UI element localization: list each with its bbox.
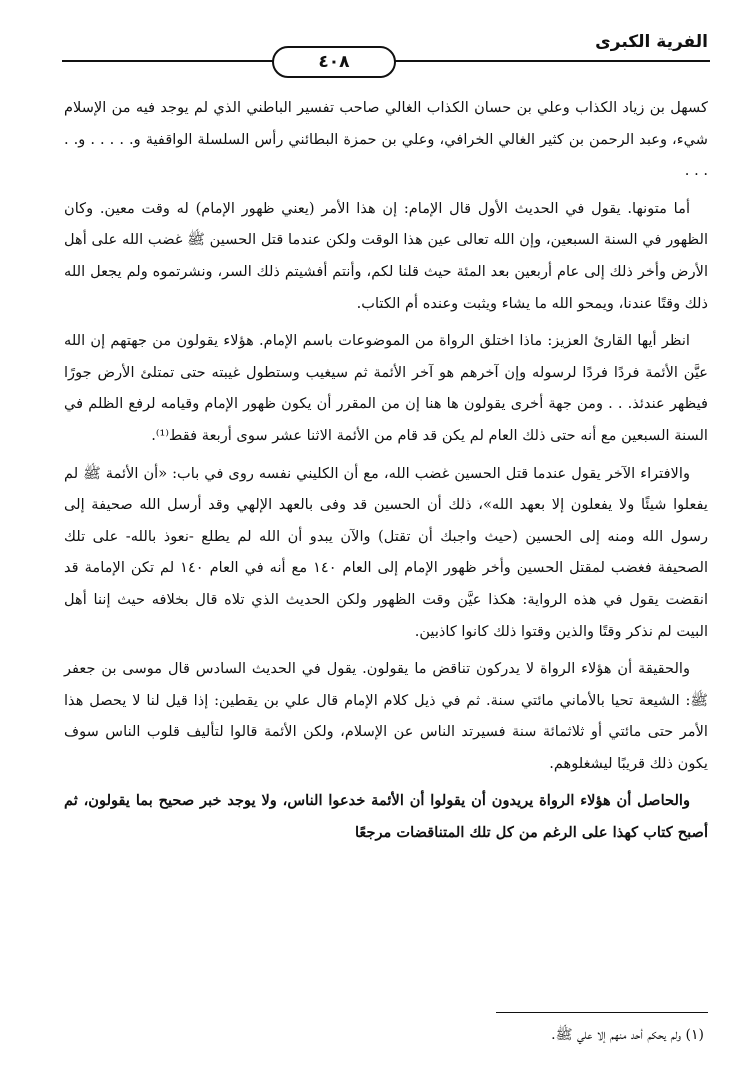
body-text: [64, 92, 708, 855]
paragraph: والحقيقة أن هؤلاء الرواة لا يدركون تناقض ما يقولون. يقول في الحديث السادس قال موسى بن جعفر ﷺ: الشيعة تحيا بالأماني مائتي سنة. ثم في ذيل كلام الإمام قال علي بن يقطين: إذا قيل لنا لا يحصل هذا الأمر حتى مائتي أو ثلاثمائة سنة فسيرتد الناس عن الإسلام، ولكن الأئمة قالوا لتأليف قلوب الناس سوف يكون ذلك قريبًا ليشغلوهم.: [64, 660, 708, 772]
page-number: ٤٠٨: [272, 46, 396, 78]
paragraph: والافتراء الآخر يقول عندما قتل الحسين غضب الله، مع أن الكليني نفسه روى في باب: «أن الأئمة ﷺ لم يفعلوا شيئًا ولا يفعلون إلا بعهد الله»، ذلك أن الحسين قد وفى بالعهد الإلهي وقد أرسل الله صحيفة إلى رسول الله ومنه إلى الحسين (حيث واجبك أن تقتل) والآن يبدو أن الله لم يطلع -نعوذ بالله- على تلك الصحيفة فغضب لمقتل الحسين وأخر ظهور الإمام إلى العام ١٤٠ مع أنه في العام ١٤٠ لم تكن الإمامة قد انقضت يقول في هذه الرواية: هكذا عيَّن وقت الظهور ولكن الحديث الذي تلاه قال بخلافه حيث إننا أهل البيت لم نذكر وقتًا والذين وقتوا ذلك كانوا كاذبين.: [64, 464, 708, 640]
page-header: [62, 28, 710, 80]
paragraph-conclusion: والحاصل أن هؤلاء الرواة يريدون أن يقولوا أن الأئمة خدعوا الناس، ولا يوجد خبر صحيح بما يقولون، ثم أصبح كتاب كهذا على الرغم من كل تلك المتناقضات مرجعًا: [64, 792, 708, 842]
footnote: (١) ولم يحكم أحد منهم إلا علي ﷺ.: [551, 1027, 704, 1043]
paragraph: كسهل بن زياد الكذاب وعلي بن حسان الكذاب الغالي صاحب تفسير الباطني الذي لم يوجد فيه من الإسلام شيء، وعبد الرحمن بن كثير الغالي الخرافي، وعلي بن حمزة البطائني رأس السلسلة الواقفية و. . . . . و. . . . .: [64, 99, 708, 180]
paragraph: انظر أيها القارئ العزيز: ماذا اختلق الرواة من الموضوعات باسم الإمام. هؤلاء يقولون من جهتهم إن الله عيَّن الأئمة فردًا فردًا لرسوله وإن آخرهم هو آخر الأئمة ثم سيغيب وستطول غيبته حتى تمتلئ الأرض جورًا فيظهر عندئذ. . . ومن جهة أخرى يقولون ها هنا إن من المقرر أن يكون ظهور الإمام وقيامه لرفع الظلم في السنة السبعين مع أنه حتى ذلك العام لم يكن قد قام من الأئمة الاثنا عشر سوى أربعة فقط⁽¹⁾.: [64, 332, 708, 444]
footnote-rule: [496, 1012, 708, 1013]
paragraph: أما متونها. يقول في الحديث الأول قال الإمام: إن هذا الأمر (يعني ظهور الإمام) له وقت معين. وكان الظهور في السنة السبعين، وإن الله تعالى عين هذا الوقت ولكن عندما قتل الحسين ﷺ غضب الله على أهل الأرض وأخر ذلك إلى عام أربعين بعد المئة حيث قلنا لكم، وأنتم أفشيتم ذلك السر، ونشرتموه ولم يجعل الله ذلك وقتًا عندنا، ويمحو الله ما يشاء ويثبت وعنده أم الكتاب.: [64, 199, 708, 312]
running-title: الفرية الكبرى: [595, 32, 708, 52]
